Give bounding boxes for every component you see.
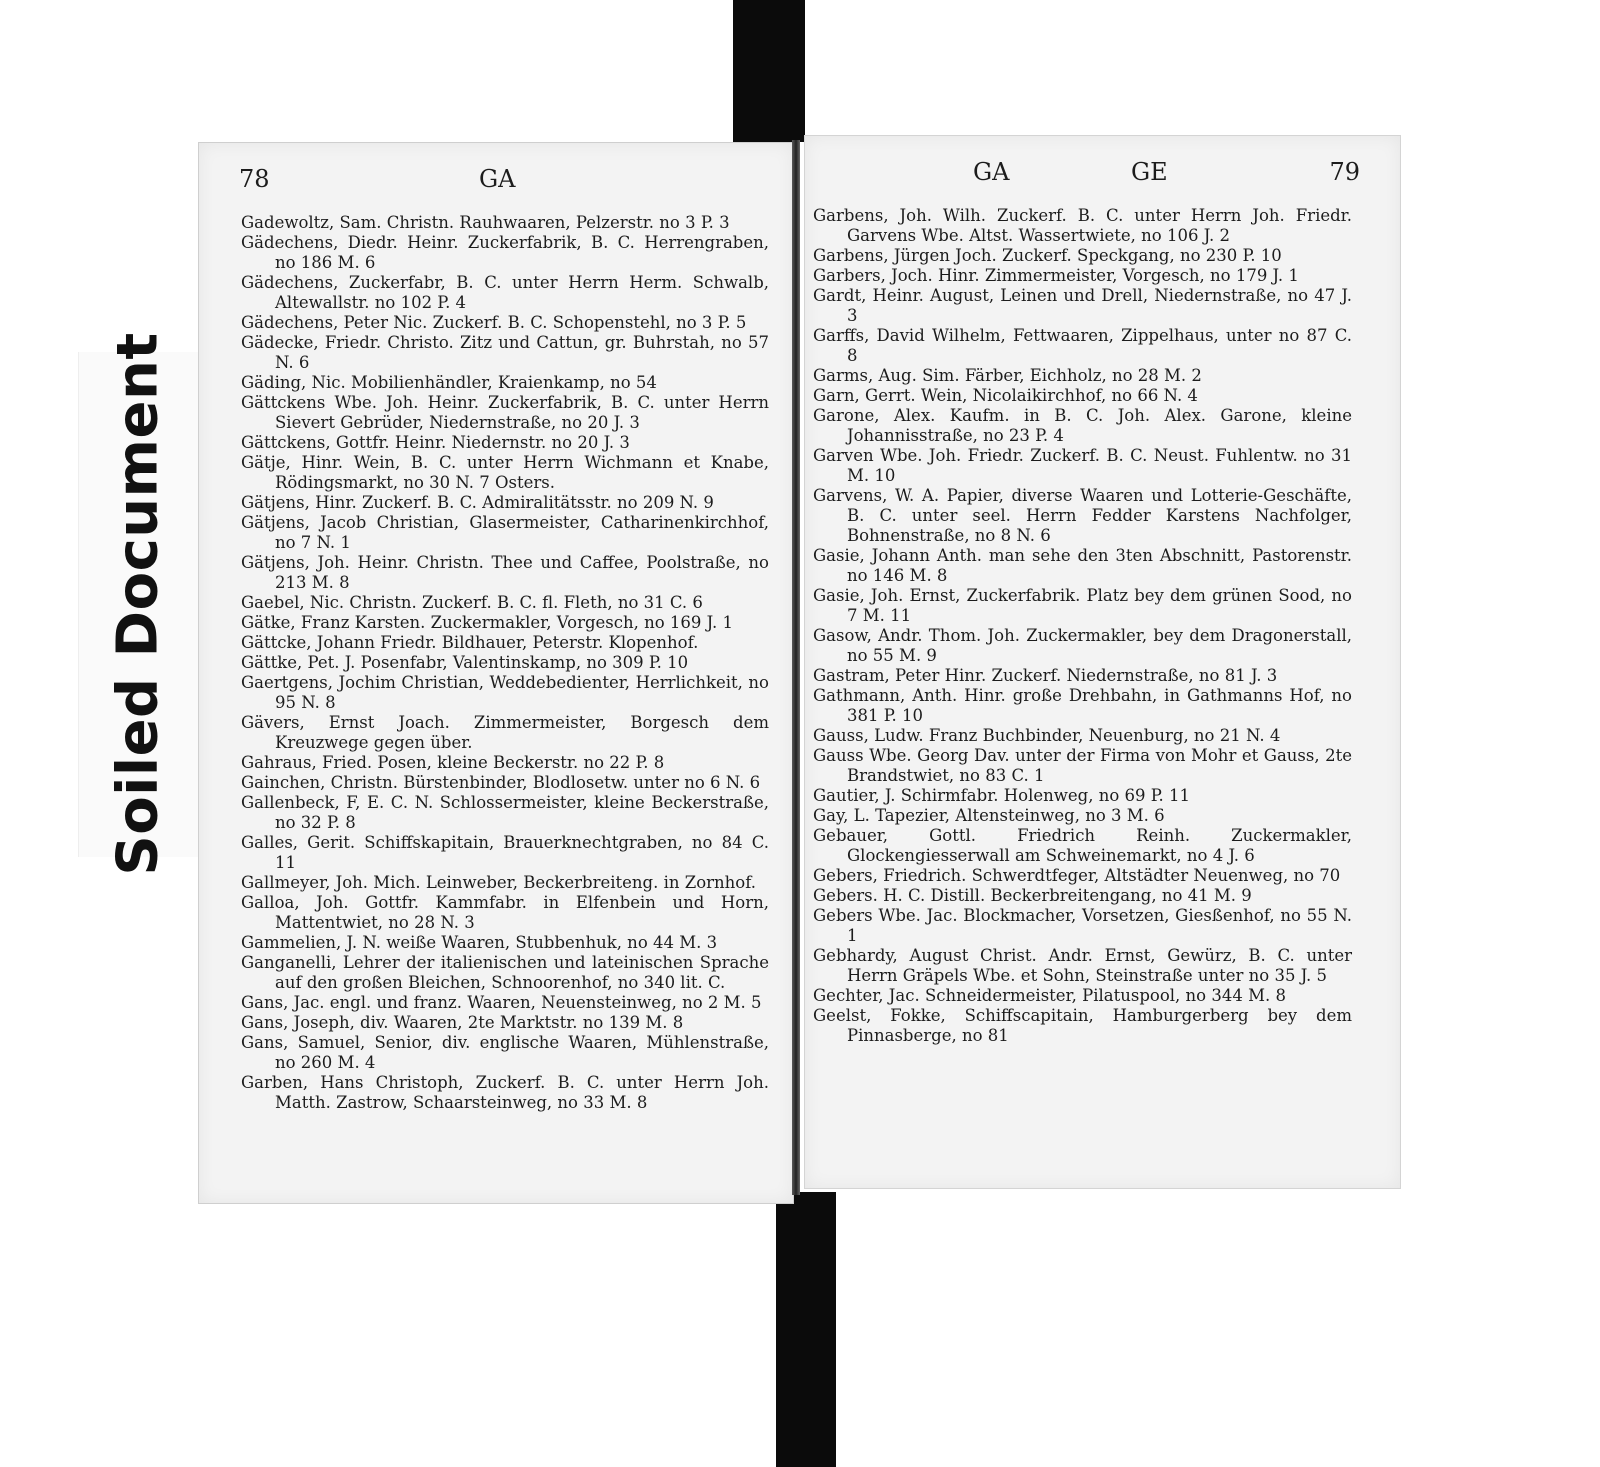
- entry-text: Gädecke, Friedr. Christo. Zitz und Cattun, gr. Buhrstah, no 57 N. 6: [241, 333, 769, 372]
- directory-entry: [241, 493, 769, 513]
- binding-tape-bottom: [776, 1192, 836, 1467]
- entry-text: Gebers. H. C. Distill. Beckerbreitengang, no 41 M. 9: [813, 886, 1252, 905]
- directory-entry: [813, 746, 1352, 786]
- directory-entry: [241, 873, 769, 893]
- entry-text: Gätke, Franz Karsten. Zuckermakler, Vorgesch, no 169 J. 1: [241, 613, 733, 632]
- entry-text: Gättcke, Johann Friedr. Bildhauer, Peterstr. Klopenhof.: [241, 633, 699, 652]
- entry-text: Garben, Hans Christoph, Zuckerf. B. C. unter Herrn Joh. Matth. Zastrow, Schaarsteinweg, no 33 M. 8: [241, 1073, 769, 1112]
- directory-entry: [241, 993, 769, 1013]
- entry-text: Garone, Alex. Kaufm. in B. C. Joh. Alex. Garone, kleine Johannisstraße, no 23 P. 4: [813, 406, 1352, 445]
- directory-entry: [241, 233, 769, 273]
- entry-text: Gallmeyer, Joh. Mich. Leinweber, Beckerbreiteng. in Zornhof.: [241, 873, 756, 892]
- entry-text: Gättckens, Gottfr. Heinr. Niedernstr. no 20 J. 3: [241, 433, 630, 452]
- directory-entry: [813, 806, 1352, 826]
- entry-text: Gasie, Johann Anth. man sehe den 3ten Abschnitt, Pastorenstr. no 146 M. 8: [813, 546, 1352, 585]
- entry-text: Gebers, Friedrich. Schwerdtfeger, Altstädter Neuenweg, no 70: [813, 866, 1341, 885]
- left-entries-list: [241, 213, 769, 1113]
- directory-entry: [241, 793, 769, 833]
- directory-entry: [241, 273, 769, 313]
- entry-text: Gammelien, J. N. weiße Waaren, Stubbenhuk, no 44 M. 3: [241, 933, 718, 952]
- directory-entry: [813, 586, 1352, 626]
- left-page-running-head: GA: [479, 165, 516, 193]
- entry-text: Gathmann, Anth. Hinr. große Drehbahn, in Gathmanns Hof, no 381 P. 10: [813, 686, 1352, 725]
- entry-text: Gaebel, Nic. Christn. Zuckerf. B. C. fl. Fleth, no 31 C. 6: [241, 593, 703, 612]
- directory-entry: [813, 1006, 1352, 1046]
- directory-entry: [813, 906, 1352, 946]
- directory-entry: [813, 546, 1352, 586]
- entry-text: Gans, Jac. engl. und franz. Waaren, Neuensteinweg, no 2 M. 5: [241, 993, 762, 1012]
- right-page-number: 79: [1329, 158, 1360, 186]
- entry-text: Garven Wbe. Joh. Friedr. Zuckerf. B. C. Neust. Fuhlentw. no 31 M. 10: [813, 446, 1352, 485]
- directory-entry: [813, 206, 1352, 246]
- right-page: [804, 135, 1401, 1189]
- directory-entry: [813, 726, 1352, 746]
- entry-text: Gebhardy, August Christ. Andr. Ernst, Gewürz, B. C. unter Herrn Gräpels Wbe. et Sohn, Steinstraße unter no 35 J. 5: [813, 946, 1352, 985]
- entry-text: Gans, Samuel, Senior, div. englische Waaren, Mühlenstraße, no 260 M. 4: [241, 1033, 769, 1072]
- entry-text: Garn, Gerrt. Wein, Nicolaikirchhof, no 66 N. 4: [813, 386, 1198, 405]
- directory-entry: [813, 446, 1352, 486]
- entry-text: Garbers, Joch. Hinr. Zimmermeister, Vorgesch, no 179 J. 1: [813, 266, 1299, 285]
- left-page-number: 78: [239, 165, 270, 193]
- directory-entry: [241, 1073, 769, 1113]
- directory-entry: [241, 213, 769, 233]
- directory-entry: [241, 633, 769, 653]
- directory-entry: [241, 653, 769, 673]
- entry-text: Gäding, Nic. Mobilienhändler, Kraienkamp, no 54: [241, 373, 657, 392]
- entry-text: Galloa, Joh. Gottfr. Kammfabr. in Elfenbein und Horn, Mattentwiet, no 28 N. 3: [241, 893, 769, 932]
- entry-text: Gechter, Jac. Schneidermeister, Pilatuspool, no 344 M. 8: [813, 986, 1286, 1005]
- directory-entry: [813, 886, 1352, 906]
- directory-entry: [813, 366, 1352, 386]
- entry-text: Ganganelli, Lehrer der italienischen und lateinischen Sprache auf den großen Bleichen, Schnoorenhof, no 340 lit. C.: [241, 953, 769, 992]
- entry-text: Gädechens, Zuckerfabr, B. C. unter Herrn Herm. Schwalb, Altewallstr. no 102 P. 4: [241, 273, 769, 312]
- directory-entry: [813, 826, 1352, 866]
- directory-entry: [241, 753, 769, 773]
- entry-text: Gätjens, Jacob Christian, Glasermeister, Catharinenkirchhof, no 7 N. 1: [241, 513, 769, 552]
- entry-text: Gättke, Pet. J. Posenfabr, Valentinskamp, no 309 P. 10: [241, 653, 689, 672]
- entry-text: Gauss, Ludw. Franz Buchbinder, Neuenburg, no 21 N. 4: [813, 726, 1281, 745]
- entry-text: Gädechens, Peter Nic. Zuckerf. B. C. Schopenstehl, no 3 P. 5: [241, 313, 747, 332]
- entry-text: Gadewoltz, Sam. Christn. Rauhwaaren, Pelzerstr. no 3 P. 3: [241, 213, 730, 232]
- entry-text: Gätjens, Hinr. Zuckerf. B. C. Admiralitätsstr. no 209 N. 9: [241, 493, 714, 512]
- binding-tape-top: [733, 0, 805, 142]
- right-page-running-head-ga: GA: [973, 158, 1010, 186]
- directory-entry: [813, 246, 1352, 266]
- entry-text: Gätjens, Joh. Heinr. Christn. Thee und Caffee, Poolstraße, no 213 M. 8: [241, 553, 769, 592]
- directory-entry: [241, 933, 769, 953]
- entry-text: Gay, L. Tapezier, Altensteinweg, no 3 M. 6: [813, 806, 1165, 825]
- directory-entry: [241, 433, 769, 453]
- entry-text: Gebauer, Gottl. Friedrich Reinh. Zuckermakler, Glockengiesserwall am Schweinemarkt, no 4 J. 6: [813, 826, 1352, 865]
- directory-entry: [813, 386, 1352, 406]
- directory-entry: [813, 486, 1352, 546]
- directory-entry: [241, 953, 769, 993]
- book-spine: [792, 140, 800, 1195]
- directory-entry: [813, 686, 1352, 726]
- entry-text: Gastram, Peter Hinr. Zuckerf. Niedernstraße, no 81 J. 3: [813, 666, 1278, 685]
- directory-entry: [241, 593, 769, 613]
- directory-entry: [813, 786, 1352, 806]
- entry-text: Geelst, Fokke, Schiffscapitain, Hamburgerberg bey dem Pinnasberge, no 81: [813, 1006, 1352, 1045]
- directory-entry: [813, 406, 1352, 446]
- directory-entry: [813, 866, 1352, 886]
- directory-entry: [813, 626, 1352, 666]
- right-page-running-head-ge: GE: [1131, 158, 1168, 186]
- directory-entry: [813, 986, 1352, 1006]
- entry-text: Gahraus, Fried. Posen, kleine Beckerstr. no 22 P. 8: [241, 753, 665, 772]
- right-entries-list: [813, 206, 1352, 1046]
- directory-entry: [241, 373, 769, 393]
- directory-entry: [241, 513, 769, 553]
- directory-entry: [241, 673, 769, 713]
- entry-text: Garffs, David Wilhelm, Fettwaaren, Zippelhaus, unter no 87 C. 8: [813, 326, 1352, 365]
- directory-entry: [241, 1033, 769, 1073]
- entry-text: Gallenbeck, F, E. C. N. Schlossermeister, kleine Beckerstraße, no 32 P. 8: [241, 793, 769, 832]
- entry-text: Gauss Wbe. Georg Dav. unter der Firma von Mohr et Gauss, 2te Brandstwiet, no 83 C. 1: [813, 746, 1352, 785]
- directory-entry: [241, 333, 769, 373]
- entry-text: Gardt, Heinr. August, Leinen und Drell, Niedernstraße, no 47 J. 3: [813, 286, 1352, 325]
- entry-text: Garbens, Joh. Wilh. Zuckerf. B. C. unter Herrn Joh. Friedr. Garvens Wbe. Altst. Wassertwiete, no 106 J. 2: [813, 206, 1352, 245]
- directory-entry: [241, 833, 769, 873]
- directory-entry: [241, 393, 769, 433]
- directory-entry: [813, 666, 1352, 686]
- directory-entry: [813, 286, 1352, 326]
- directory-entry: [813, 326, 1352, 366]
- entry-text: Gävers, Ernst Joach. Zimmermeister, Borgesch dem Kreuzwege gegen über.: [241, 713, 769, 752]
- entry-text: Gautier, J. Schirmfabr. Holenweg, no 69 P. 11: [813, 786, 1190, 805]
- entry-text: Gasow, Andr. Thom. Joh. Zuckermakler, bey dem Dragonerstall, no 55 M. 9: [813, 626, 1352, 665]
- directory-entry: [241, 553, 769, 593]
- entry-text: Gätje, Hinr. Wein, B. C. unter Herrn Wichmann et Knabe, Rödingsmarkt, no 30 N. 7 Osters.: [241, 453, 769, 492]
- directory-entry: [813, 946, 1352, 986]
- directory-entry: [241, 313, 769, 333]
- entry-text: Galles, Gerit. Schiffskapitain, Brauerknechtgraben, no 84 C. 11: [241, 833, 769, 872]
- left-page: [198, 142, 794, 1204]
- entry-text: Gainchen, Christn. Bürstenbinder, Blodlosetw. unter no 6 N. 6: [241, 773, 761, 792]
- entry-text: Gans, Joseph, div. Waaren, 2te Marktstr. no 139 M. 8: [241, 1013, 684, 1032]
- entry-text: Garms, Aug. Sim. Färber, Eichholz, no 28 M. 2: [813, 366, 1202, 385]
- directory-entry: [241, 613, 769, 633]
- directory-entry: [241, 453, 769, 493]
- right-page-header: [845, 158, 1360, 198]
- entry-text: Gaertgens, Jochim Christian, Weddebedienter, Herrlichkeit, no 95 N. 8: [241, 673, 769, 712]
- left-page-header: [239, 165, 753, 205]
- directory-entry: [241, 773, 769, 793]
- directory-entry: [241, 1013, 769, 1033]
- entry-text: Gädechens, Diedr. Heinr. Zuckerfabrik, B. C. Herrengraben, no 186 M. 6: [241, 233, 769, 272]
- entry-text: Gättckens Wbe. Joh. Heinr. Zuckerfabrik, B. C. unter Herrn Sievert Gebrüder, Niedernstraße, no 20 J. 3: [241, 393, 769, 432]
- entry-text: Garvens, W. A. Papier, diverse Waaren und Lotterie-Geschäfte, B. C. unter seel. Herrn Fedder Karstens Nachfolger, Bohnenstraße, no 8 N. 6: [813, 486, 1352, 545]
- entry-text: Gasie, Joh. Ernst, Zuckerfabrik. Platz bey dem grünen Sood, no 7 M. 11: [813, 586, 1352, 625]
- soiled-document-stamp: Soiled Document: [105, 332, 171, 876]
- directory-entry: [813, 266, 1352, 286]
- entry-text: Garbens, Jürgen Joch. Zuckerf. Speckgang, no 230 P. 10: [813, 246, 1282, 265]
- directory-entry: [241, 713, 769, 753]
- directory-entry: [241, 893, 769, 933]
- entry-text: Gebers Wbe. Jac. Blockmacher, Vorsetzen, Giesßenhof, no 55 N. 1: [813, 906, 1352, 945]
